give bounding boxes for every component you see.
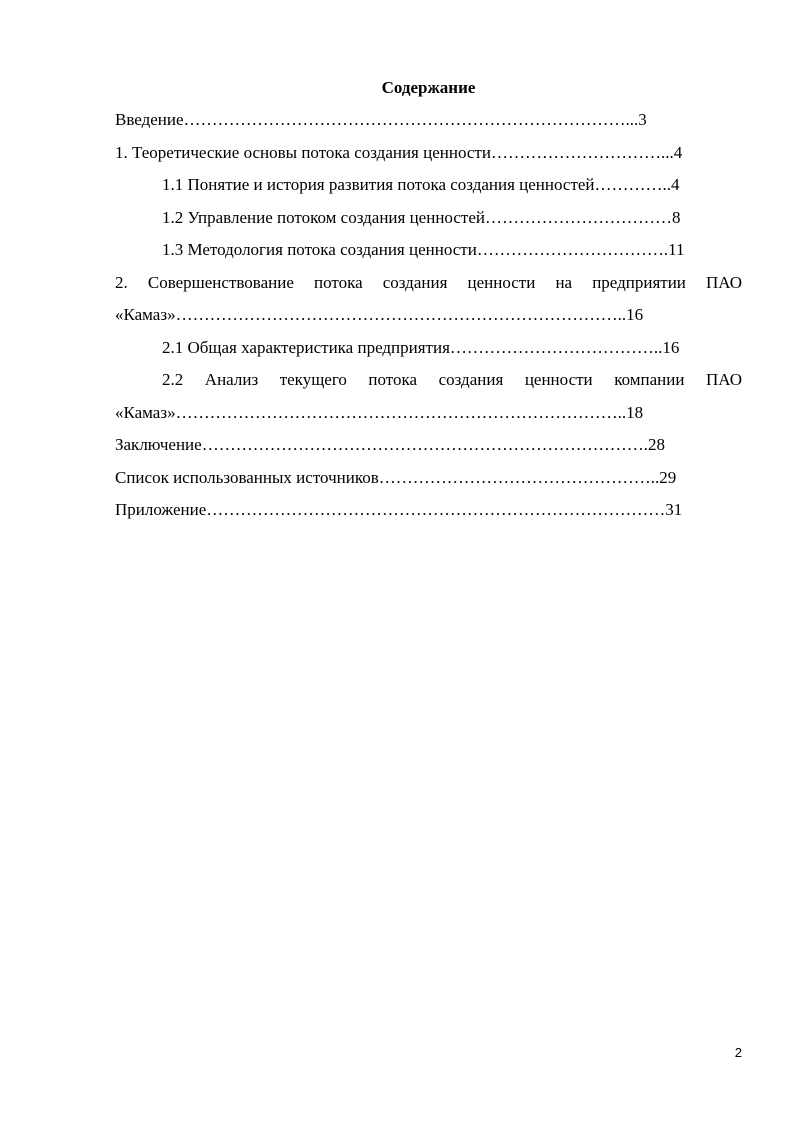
toc-entry-conclusion[interactable] [115,429,742,462]
toc-entry-page: 4 [671,175,680,194]
toc-entry-page: 31 [665,500,683,519]
toc-entry-section-1-1[interactable] [115,169,742,202]
toc-entry-section-2-2[interactable] [115,364,742,429]
toc-title: Содержание [381,78,476,97]
toc-entry-references[interactable] [115,462,742,495]
toc-leader-dots: …………………………… [484,207,672,227]
toc-entry-text: 2.1 Общая характеристика предприятия [162,337,450,357]
toc-entry-text: 2. Совершенствование потока создания ценности на предприятии ПАО «Камаз» [115,272,742,324]
toc-leader-dots: ……………………………………………………………………… [206,500,666,519]
page-number: 2 [734,1045,742,1060]
toc-leader-dots: ……………………………………………………………………... [183,110,639,129]
toc-entry-section-2-1[interactable] [115,332,742,365]
toc-leader-dots: ……………………………….. [449,337,663,357]
toc-entry-chapter-2[interactable] [115,267,742,332]
toc-entry-appendix[interactable] [115,494,742,527]
toc-entry-text: 1.1 Понятие и история развития потока создания ценностей [162,175,595,194]
toc-entry-page: 4 [673,142,683,162]
toc-leader-dots: …………………………………………………………………….. [175,305,627,324]
toc-entry-page: 11 [668,240,685,259]
toc-entry-page: 28 [647,435,665,454]
toc-entry-text: 1.2 Управление потоком создания ценностей [162,207,485,227]
toc-leader-dots: ………………………………………….. [378,467,660,487]
toc-entry-page: 18 [626,402,644,422]
toc-leader-dots: ……………………………. [476,240,669,259]
toc-entry-page: 16 [626,305,644,324]
toc-entry-page: 8 [671,207,681,227]
toc-leader-dots: ……………………………………………………………………. [201,435,648,454]
toc-entry-chapter-1[interactable] [115,137,742,170]
toc-entry-page: 3 [638,110,647,129]
toc-entry-text: Приложение [115,500,207,519]
toc-entry-text: 1.3 Методология потока создания ценности [162,240,477,259]
toc-entry-section-1-2[interactable] [115,202,742,235]
table-of-contents [115,104,742,527]
toc-entry-page: 16 [662,337,680,357]
toc-leader-dots: …………………………... [490,142,674,162]
toc-entry-page: 29 [659,467,677,487]
toc-entry-introduction[interactable] [115,104,742,137]
toc-leader-dots: ………….. [594,175,672,194]
toc-entry-text: 1. Теоретические основы потока создания ценности [115,142,491,162]
toc-entry-text: 2.2 Анализ текущего потока создания ценности компании ПАО «Камаз» [115,370,742,422]
toc-entry-text: Список использованных источников [115,467,379,487]
toc-entry-section-1-3[interactable] [115,234,742,267]
toc-entry-text: Введение [115,110,184,129]
toc-leader-dots: …………………………………………………………………….. [175,402,627,422]
toc-entry-text: Заключение [115,435,202,454]
